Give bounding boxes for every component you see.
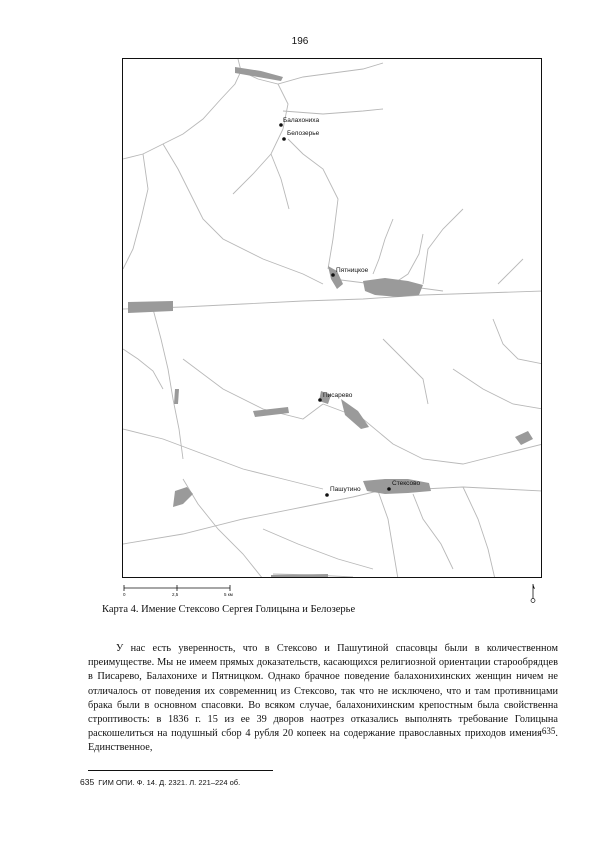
scale-label-0: 0 [123,592,126,597]
settlement-pisarevo-east [341,399,369,429]
road [183,479,263,578]
north-arrow-icon [528,582,538,604]
road [123,291,542,309]
label-pashutino: Пашутино [330,486,361,493]
label-belozerye: Белозерье [287,130,320,137]
road [383,339,428,404]
settlement-pyatnitskoe-east [363,278,423,297]
footnote-divider [88,770,273,771]
label-stieksovo: Стексово [392,480,421,487]
footnote-text: ГИМ ОПИ. Ф. 14. Д. 2321. Л. 221–224 об. [98,778,241,787]
paragraph-text: У нас есть уверенность, что в Стексово и Пашутиной спасовцы были в количественном преимуществе. Мы не имеем прямых доказательств, касающихся религиозной ориентации старообрядцев в Писарево, Балахонихе и Пятницком. Однако брачное поведение балахонихинских женщин ничем не отличалось от поведения их современниц из Стексово, так что не исключено, что и там противницами брака были в основном спасовки. Во всяком случае, балахонихинским крепостным была свойственна строптивость: в 1836 г. 15 из ее 39 дворов наотрез отказались выполнять требование Голицына раскошелиться на подушный сбор 4 рубля 20 копеек на содержание православных приходов имения [88,643,558,740]
road [233,84,288,194]
road [463,487,495,578]
road [153,309,183,459]
road [393,234,423,284]
map-drawing [123,59,542,578]
road [283,109,383,114]
footnote-number: 635 [80,777,95,787]
point-belozerye [282,137,286,141]
point-pisarevo [318,398,322,402]
point-stieksovo [387,487,391,491]
settlement-east [515,431,533,445]
paragraph-tail: . Единственное, [88,728,558,754]
road [373,219,393,274]
road [123,59,241,159]
road [263,529,373,569]
footnote-ref[interactable]: 635 [541,726,556,737]
footnote [80,777,240,787]
point-pyatnitskoe [331,273,335,277]
scale-label-5km: 5 км [224,592,233,597]
road [493,319,542,364]
scale-bar [122,582,542,604]
label-pisarevo: Писарево [323,392,353,399]
settlement-west [128,301,173,313]
body-text [88,642,558,756]
scale-bar-line [122,582,542,604]
road [413,494,453,569]
map-caption: Карта 4. Имение Стексово Сергея Голицына и Белозерье [102,604,356,615]
road [453,369,542,409]
settlement-small [174,389,179,404]
road [498,259,523,284]
scale-label-2-5: 2,5 [172,592,179,597]
page-number: 196 [291,36,309,47]
road [423,209,463,284]
paragraph [88,642,558,756]
label-balakhonikha: Балахониха [283,117,320,124]
label-pyatnitskoe: Пятницкое [336,267,369,274]
road [271,154,289,209]
map [122,58,542,578]
settlement-field [253,407,289,417]
place-points [279,123,391,497]
road [123,429,323,489]
road [123,154,148,269]
point-pashutino [325,493,329,497]
road [123,349,163,389]
road [288,139,338,269]
road [378,491,398,578]
road [183,359,323,419]
road [163,144,323,284]
